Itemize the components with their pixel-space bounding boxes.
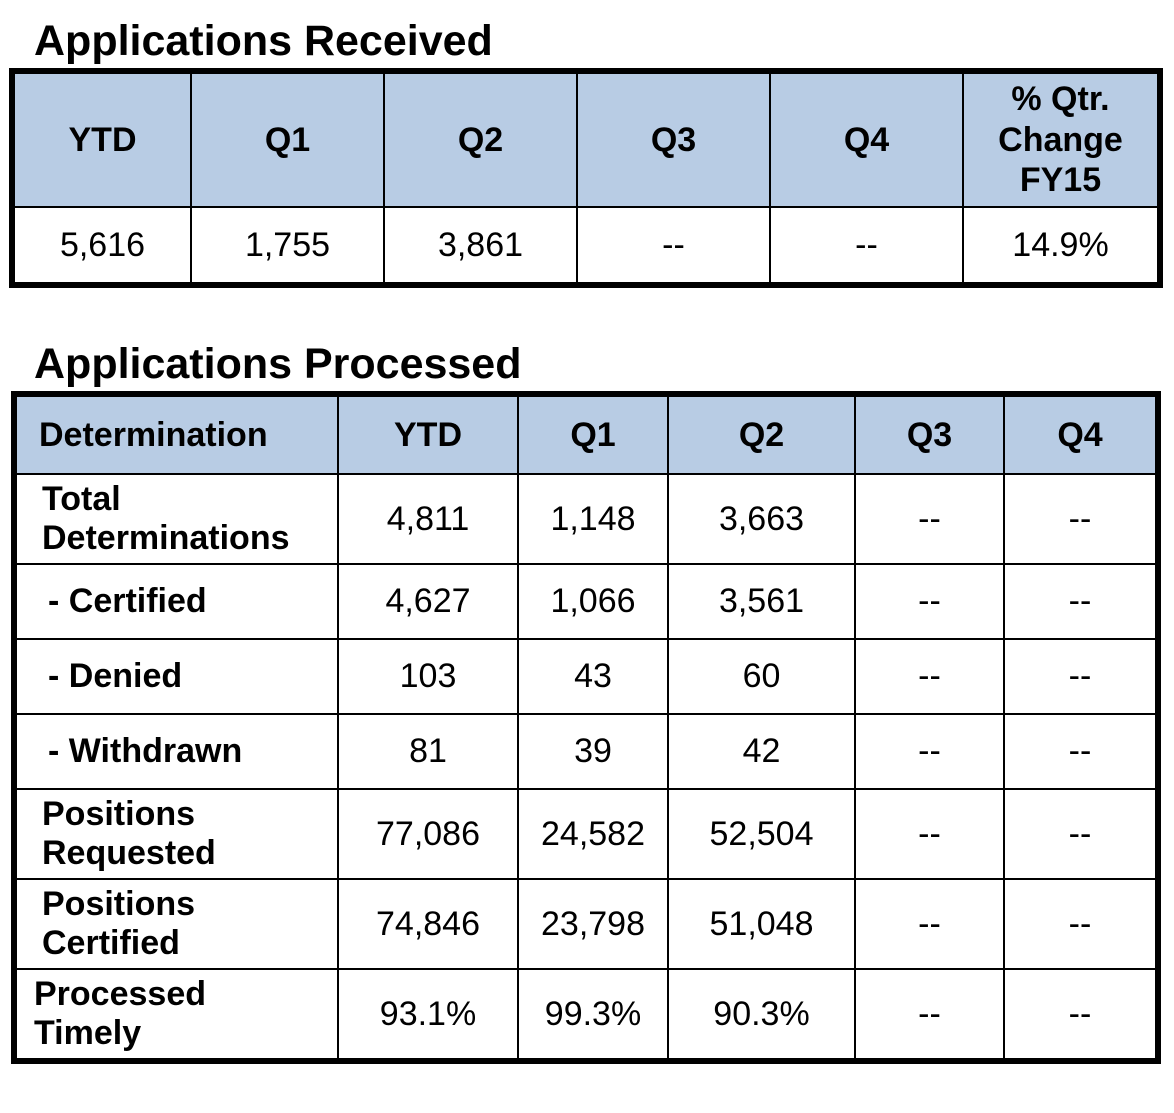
applications-received-table (13, 72, 1159, 284)
cell-q1: 99.3% (518, 969, 668, 1059)
cell-ytd: 103 (338, 639, 518, 714)
table-row (16, 639, 1156, 714)
cell-ytd: 93.1% (338, 969, 518, 1059)
cell-q2: 42 (668, 714, 855, 789)
header-q1: Q1 (518, 396, 668, 474)
value-q2: 3,861 (384, 207, 577, 283)
received-header-row (14, 73, 1158, 207)
cell-q1: 1,066 (518, 564, 668, 639)
cell-q4: -- (1004, 789, 1156, 879)
table-row (16, 714, 1156, 789)
header-q4: Q4 (1004, 396, 1156, 474)
cell-ytd: 4,811 (338, 474, 518, 564)
cell-q3: -- (855, 879, 1004, 969)
cell-ytd: 74,846 (338, 879, 518, 969)
header-q3: Q3 (855, 396, 1004, 474)
cell-q2: 3,663 (668, 474, 855, 564)
cell-q3: -- (855, 639, 1004, 714)
value-pct-change: 14.9% (963, 207, 1158, 283)
processed-title: Applications Processed (34, 340, 522, 388)
cell-q2: 51,048 (668, 879, 855, 969)
header-q1: Q1 (191, 73, 384, 207)
cell-ytd: 77,086 (338, 789, 518, 879)
cell-q3: -- (855, 969, 1004, 1059)
processed-header-row (16, 396, 1156, 474)
header-pct-change: % Qtr. Change FY15 (963, 73, 1158, 207)
cell-q1: 24,582 (518, 789, 668, 879)
header-q4: Q4 (770, 73, 963, 207)
cell-q4: -- (1004, 879, 1156, 969)
cell-q2: 52,504 (668, 789, 855, 879)
cell-q2: 90.3% (668, 969, 855, 1059)
value-q3: -- (577, 207, 770, 283)
row-label: Positions Certified (16, 879, 338, 969)
row-label: - Denied (16, 639, 338, 714)
cell-q4: -- (1004, 474, 1156, 564)
table-row (16, 789, 1156, 879)
row-label: Positions Requested (16, 789, 338, 879)
table-row (16, 969, 1156, 1059)
row-label: - Certified (16, 564, 338, 639)
row-label: - Withdrawn (16, 714, 338, 789)
row-label: Processed Timely (16, 969, 338, 1059)
row-label: Total Determinations (16, 474, 338, 564)
value-q4: -- (770, 207, 963, 283)
cell-ytd: 4,627 (338, 564, 518, 639)
cell-q1: 23,798 (518, 879, 668, 969)
cell-q3: -- (855, 789, 1004, 879)
cell-ytd: 81 (338, 714, 518, 789)
table-row (16, 564, 1156, 639)
cell-q1: 39 (518, 714, 668, 789)
cell-q4: -- (1004, 564, 1156, 639)
header-ytd: YTD (14, 73, 191, 207)
cell-q2: 60 (668, 639, 855, 714)
cell-q4: -- (1004, 639, 1156, 714)
header-determination: Determination (16, 396, 338, 474)
cell-q1: 43 (518, 639, 668, 714)
cell-q3: -- (855, 564, 1004, 639)
header-q2: Q2 (384, 73, 577, 207)
cell-q3: -- (855, 714, 1004, 789)
cell-q2: 3,561 (668, 564, 855, 639)
table-row (16, 474, 1156, 564)
cell-q4: -- (1004, 969, 1156, 1059)
cell-q1: 1,148 (518, 474, 668, 564)
value-q1: 1,755 (191, 207, 384, 283)
cell-q3: -- (855, 474, 1004, 564)
received-value-row (14, 207, 1158, 283)
value-ytd: 5,616 (14, 207, 191, 283)
applications-processed-table (15, 395, 1157, 1060)
header-ytd: YTD (338, 396, 518, 474)
header-q3: Q3 (577, 73, 770, 207)
table-row (16, 879, 1156, 969)
cell-q4: -- (1004, 714, 1156, 789)
received-title: Applications Received (34, 17, 493, 65)
header-q2: Q2 (668, 396, 855, 474)
